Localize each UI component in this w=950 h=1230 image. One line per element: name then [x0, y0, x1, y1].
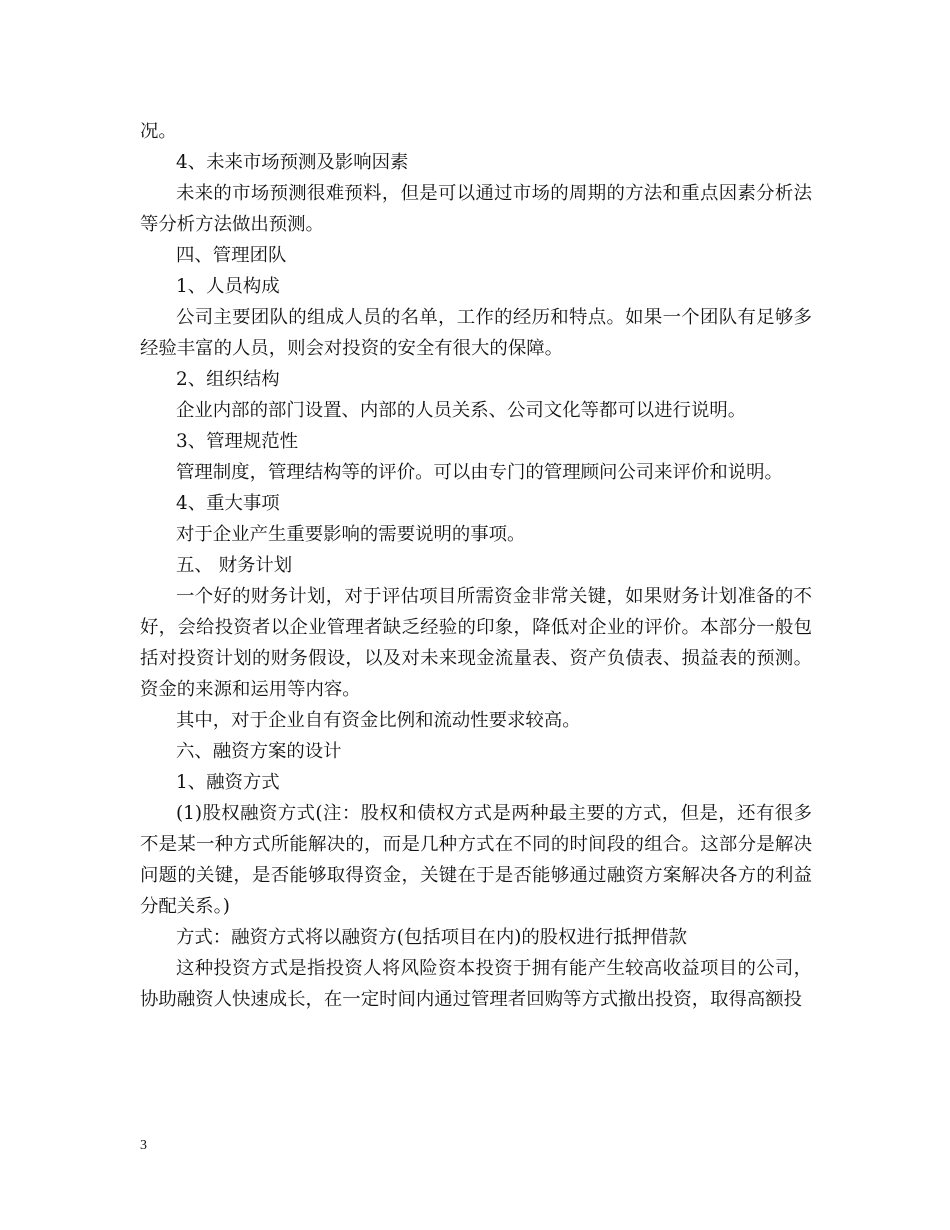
section-heading: 1、融资方式: [176, 772, 280, 793]
section-heading: 4、重大事项: [176, 493, 280, 514]
paragraph: (1)股权融资方式(注：股权和债权方式是两种最主要的方式，但是，还有很多不是某一种方式所能解决的，而是几种方式在不同的时间段的组合。这部分是解决问题的关键，是否能够取得资金，关键在于是否能够通过融资方案解决各方的利益分配关系。): [140, 803, 812, 917]
section-heading: 五、 财务计划: [176, 555, 293, 576]
paragraph: 方式：融资方式将以融资方(包括项目在内)的股权进行抵押借款: [176, 927, 687, 948]
paragraph: 管理制度，管理结构等的评价。可以由专门的管理顾问公司来评价和说明。: [176, 462, 783, 483]
section-heading: 4、未来市场预测及影响因素: [176, 152, 409, 173]
paragraph: 其中，对于企业自有资金比例和流动性要求较高。: [176, 710, 581, 731]
section-heading: 2、组织结构: [176, 369, 280, 390]
section-heading: 六、融资方案的设计: [176, 741, 342, 762]
paragraph: 况。: [140, 121, 177, 142]
section-heading: 四、管理团队: [176, 245, 287, 266]
paragraph: 未来的市场预测很难预料，但是可以通过市场的周期的方法和重点因素分析法等分析方法做出预测。: [140, 183, 812, 235]
paragraph: 这种投资方式是指投资人将风险资本投资于拥有能产生较高收益项目的公司，协助融资人快速成长，在一定时间内通过管理者回购等方式撤出投资，取得高额投: [140, 958, 812, 1010]
paragraph: 公司主要团队的组成人员的名单，工作的经历和特点。如果一个团队有足够多经验丰富的人员，则会对投资的安全有很大的保障。: [140, 307, 812, 359]
paragraph: 企业内部的部门设置、内部的人员关系、公司文化等都可以进行说明。: [176, 400, 747, 421]
section-heading: 1、人员构成: [176, 276, 280, 297]
paragraph: 一个好的财务计划，对于评估项目所需资金非常关键，如果财务计划准备的不好，会给投资者以企业管理者缺乏经验的印象，降低对企业的评价。本部分一般包括对投资计划的财务假设，以及对未来现金流量表、资产负债表、损益表的预测。资金的来源和运用等内容。: [140, 586, 812, 700]
page-number: 3: [140, 1138, 147, 1153]
section-heading: 3、管理规范性: [176, 431, 299, 452]
document-body: [140, 116, 812, 1015]
paragraph: 对于企业产生重要影响的需要说明的事项。: [176, 524, 526, 545]
